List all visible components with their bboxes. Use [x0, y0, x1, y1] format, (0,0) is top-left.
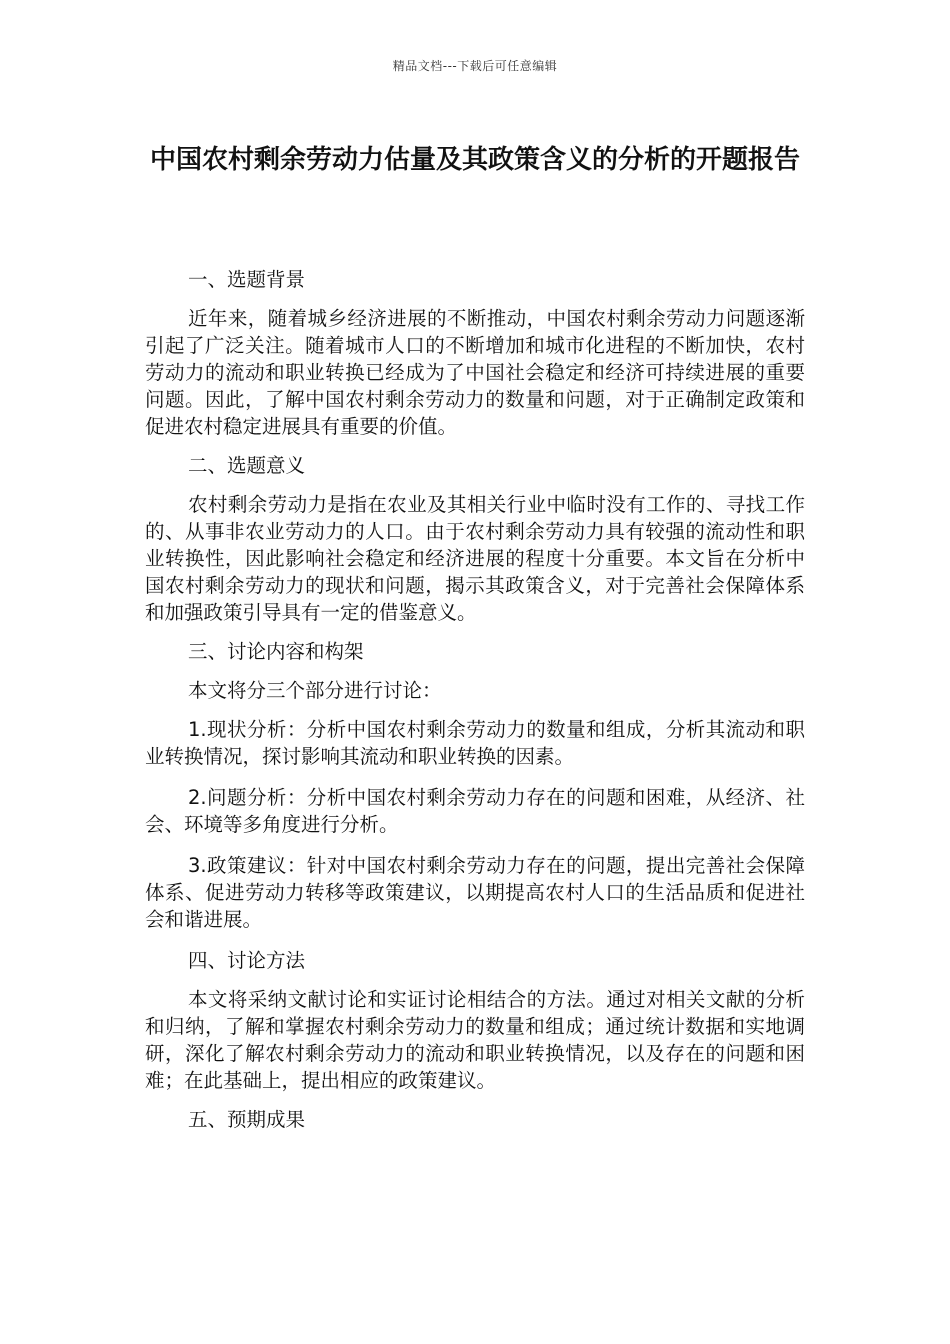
section-heading-results: 五、预期成果 — [188, 1108, 306, 1131]
paragraph-significance: 农村剩余劳动力是指在农业及其相关行业中临时没有工作的、寻找工作的、从事非农业劳动力的人口。由于农村剩余劳动力具有较强的流动性和职业转换性，因此影响社会稳定和经济进展的程度十分重要。本文旨在分析中国农村剩余劳动力的现状和问题，揭示其政策含义，对于完善社会保障体系和加强政策引导具有一定的借鉴意义。 — [145, 493, 805, 624]
list-item-current-analysis: 1.现状分析：分析中国农村剩余劳动力的数量和组成，分析其流动和职业转换情况，探讨影响其流动和职业转换的因素。 — [145, 718, 805, 768]
section-heading-significance: 二、选题意义 — [188, 454, 306, 477]
document-title: 中国农村剩余劳动力估量及其政策含义的分析的开题报告 — [149, 145, 800, 175]
list-item-policy-suggestions: 3.政策建议：针对中国农村剩余劳动力存在的问题，提出完善社会保障体系、促进劳动力转移等政策建议，以期提高农村人口的生活品质和促进社会和谐进展。 — [145, 854, 805, 931]
section-heading-method: 四、讨论方法 — [188, 949, 306, 972]
paragraph-background: 近年来，随着城乡经济进展的不断推动，中国农村剩余劳动力问题逐渐引起了广泛关注。随着城市人口的不断增加和城市化进程的不断加快，农村劳动力的流动和职业转换已经成为了中国社会稳定和经济可持续进展的重要问题。因此，了解中国农村剩余劳动力的数量和问题，对于正确制定政策和促进农村稳定进展具有重要的价值。 — [145, 307, 805, 438]
paragraph-method: 本文将采纳文献讨论和实证讨论相结合的方法。通过对相关文献的分析和归纳，了解和掌握农村剩余劳动力的数量和组成；通过统计数据和实地调研，深化了解农村剩余劳动力的流动和职业转换情况，以及存在的问题和困难；在此基础上，提出相应的政策建议。 — [145, 988, 805, 1092]
section-heading-content: 三、讨论内容和构架 — [188, 640, 364, 663]
paragraph-content-intro: 本文将分三个部分进行讨论： — [188, 679, 442, 702]
section-heading-background: 一、选题背景 — [188, 268, 306, 291]
header-note: 精品文档---下载后可任意编辑 — [392, 59, 558, 73]
list-item-problem-analysis: 2.问题分析：分析中国农村剩余劳动力存在的问题和困难，从经济、社会、环境等多角度进行分析。 — [145, 786, 805, 836]
document-body — [145, 266, 805, 1145]
